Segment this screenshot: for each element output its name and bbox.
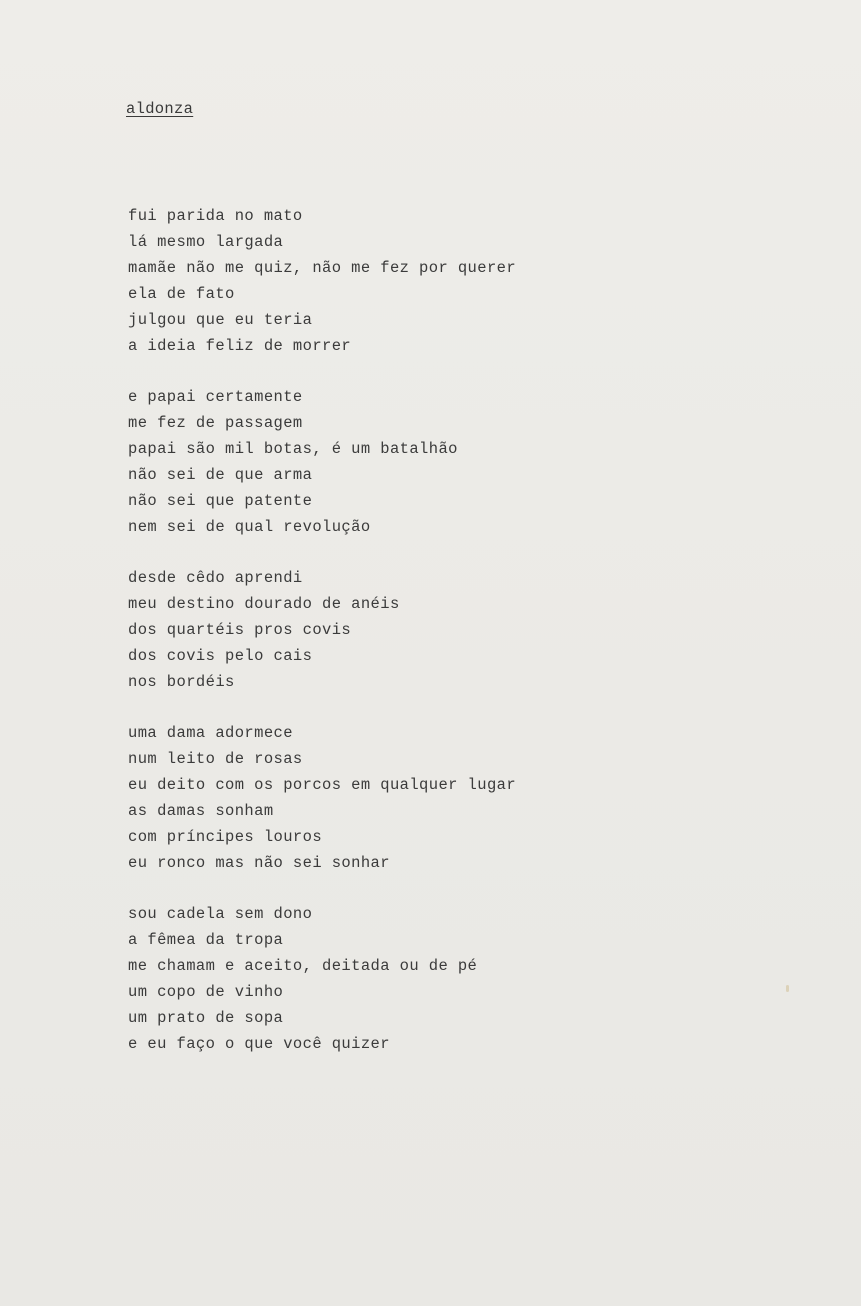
poem-body (128, 203, 768, 1082)
poem-line: um prato de sopa (128, 1009, 284, 1027)
poem-line: meu destino dourado de anéis (128, 595, 400, 613)
poem-line: um copo de vinho (128, 983, 284, 1001)
poem-line: as damas sonham (128, 802, 274, 820)
stanza-3 (128, 565, 768, 695)
poem-line: desde cêdo aprendi (128, 569, 303, 587)
poem-line: me chamam e aceito, deitada ou de pé (128, 957, 478, 975)
poem-line: não sei de que arma (128, 466, 313, 484)
poem-line: dos quartéis pros covis (128, 621, 352, 639)
poem-line: lá mesmo largada (128, 233, 284, 251)
poem-line: e papai certamente (128, 388, 303, 406)
poem-line: fui parida no mato (128, 207, 303, 225)
poem-line: uma dama adormece (128, 724, 293, 742)
paper-speck (786, 985, 789, 992)
poem-line: eu ronco mas não sei sonhar (128, 854, 390, 872)
stanza-4 (128, 720, 768, 876)
stanza-5 (128, 901, 768, 1057)
poem-line: num leito de rosas (128, 750, 303, 768)
stanza-1 (128, 203, 768, 359)
stanza-2 (128, 384, 768, 540)
poem-line: ela de fato (128, 285, 235, 303)
poem-line: não sei que patente (128, 492, 313, 510)
poem-line: sou cadela sem dono (128, 905, 313, 923)
poem-line: com príncipes louros (128, 828, 323, 846)
poem-line: dos covis pelo cais (128, 647, 313, 665)
poem-line: e eu faço o que você quizer (128, 1035, 390, 1053)
poem-line: julgou que eu teria (128, 311, 313, 329)
poem-line: me fez de passagem (128, 414, 303, 432)
poem-line: nem sei de qual revolução (128, 518, 371, 536)
poem-line: mamãe não me quiz, não me fez por querer (128, 259, 517, 277)
poem-line: a fêmea da tropa (128, 931, 284, 949)
poem-line: nos bordéis (128, 673, 235, 691)
poem-title: aldonza (126, 100, 194, 118)
poem-line: papai são mil botas, é um batalhão (128, 440, 458, 458)
poem-line: a ideia feliz de morrer (128, 337, 352, 355)
poem-line: eu deito com os porcos em qualquer lugar (128, 776, 517, 794)
